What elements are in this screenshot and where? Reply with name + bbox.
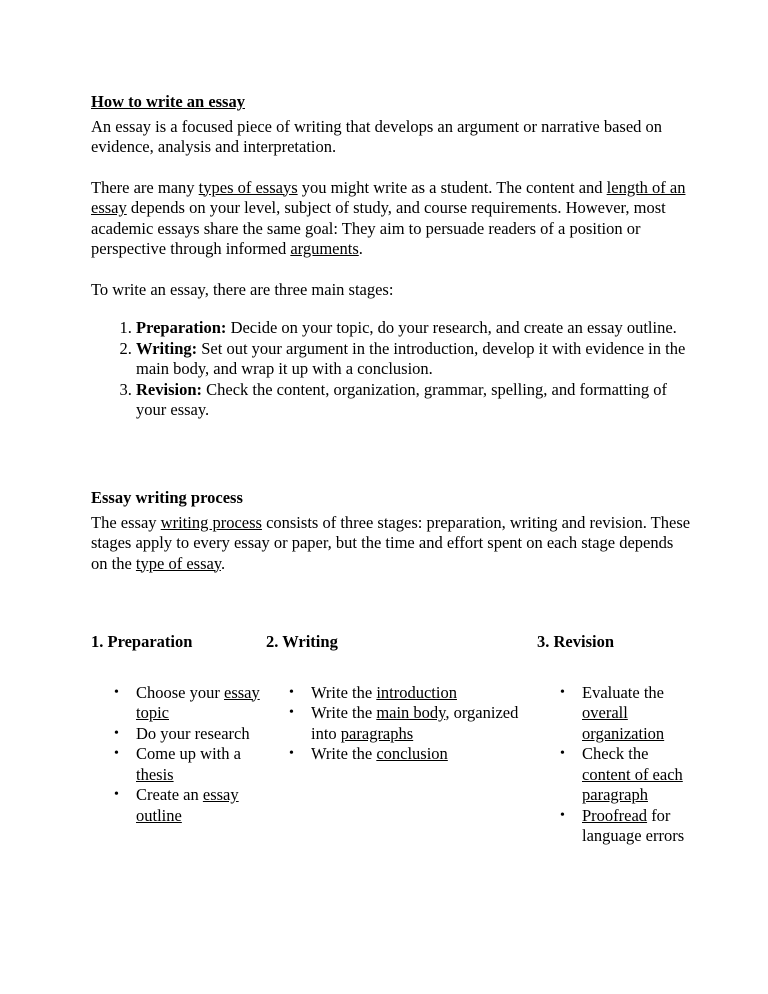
preparation-column <box>91 632 261 826</box>
length-of-essay-link[interactable]: length of an essay <box>91 177 686 217</box>
list-item: • Proofread for language errors <box>582 806 687 847</box>
preparation-list <box>91 683 261 827</box>
proofread-link[interactable]: Proofread <box>582 805 648 825</box>
stages-list <box>91 318 691 421</box>
writing-column <box>266 632 546 765</box>
list-item: • Write the introduction <box>311 683 546 704</box>
content-of-each-paragraph-link[interactable]: content of each paragraph <box>582 764 683 804</box>
thesis-link[interactable]: thesis <box>136 764 174 784</box>
stage-item: 2. Writing: Set out your argument in the introduction, develop it with evidence in the main body, and wrap it up with a conclusion. <box>136 339 691 380</box>
column-heading: 3. Revision <box>537 632 615 651</box>
essay-outline-link[interactable]: essay outline <box>136 785 239 825</box>
writing-process-link[interactable]: writing process <box>160 512 262 532</box>
list-item: • Come up with a thesis <box>136 744 261 785</box>
list-item: • Write the conclusion <box>311 744 546 765</box>
stages-columns <box>91 632 691 892</box>
stage-item: 1. Preparation: Decide on your topic, do your research, and create an essay outline. <box>136 318 691 339</box>
writing-list <box>266 683 546 765</box>
section-heading: Essay writing process <box>91 488 243 507</box>
intro-paragraph: An essay is a focused piece of writing that develops an argument or narrative based on evidence, analysis and interpretation. <box>91 116 663 156</box>
intro-section <box>91 92 691 421</box>
column-heading: 2. Writing <box>266 632 338 651</box>
essay-topic-link[interactable]: essay topic <box>136 682 260 722</box>
type-of-essay-link[interactable]: type of essay <box>135 553 221 573</box>
stages-intro-text: To write an essay, there are three main stages: <box>91 279 394 299</box>
main-body-link[interactable]: main body <box>376 703 446 722</box>
list-item: • Check the content of each paragraph <box>582 744 687 806</box>
column-heading: 1. Preparation <box>91 632 193 651</box>
list-item: • Create an essay outline <box>136 785 261 826</box>
stage-item: 3. Revision: Check the content, organization, grammar, spelling, and formatting of your essay. <box>136 380 691 421</box>
list-item: • Choose your essay topic <box>136 683 261 724</box>
process-section <box>91 488 691 574</box>
arguments-link[interactable]: arguments <box>290 239 359 258</box>
introduction-link[interactable]: introduction <box>376 682 457 702</box>
process-paragraph: The essay writing process consists of three stages: preparation, writing and revision. These stages apply to every essay or paper, but the time and effort spent on each stage depends on the type of essay. <box>91 512 691 573</box>
list-item: • Write the main body, organized into paragraphs <box>311 703 546 744</box>
types-of-essays-link[interactable]: types of essays <box>198 177 298 197</box>
overall-organization-link[interactable]: overall organization <box>582 703 665 743</box>
revision-column <box>537 632 691 847</box>
list-item: • Evaluate the overall organization <box>582 683 687 745</box>
conclusion-link[interactable]: conclusion <box>376 744 448 763</box>
paragraphs-link[interactable]: paragraphs <box>340 723 414 743</box>
list-item: • Do your research <box>136 724 261 745</box>
essay-types-paragraph: There are many types of essays you might write as a student. The content and length of an essay depends on your level, subject of study, and course requirements. However, most academic essays share the same goal: They aim to persuade readers of a position or perspective through informed arguments. <box>91 177 686 258</box>
revision-list <box>537 683 687 847</box>
page-title: How to write an essay <box>91 92 245 111</box>
